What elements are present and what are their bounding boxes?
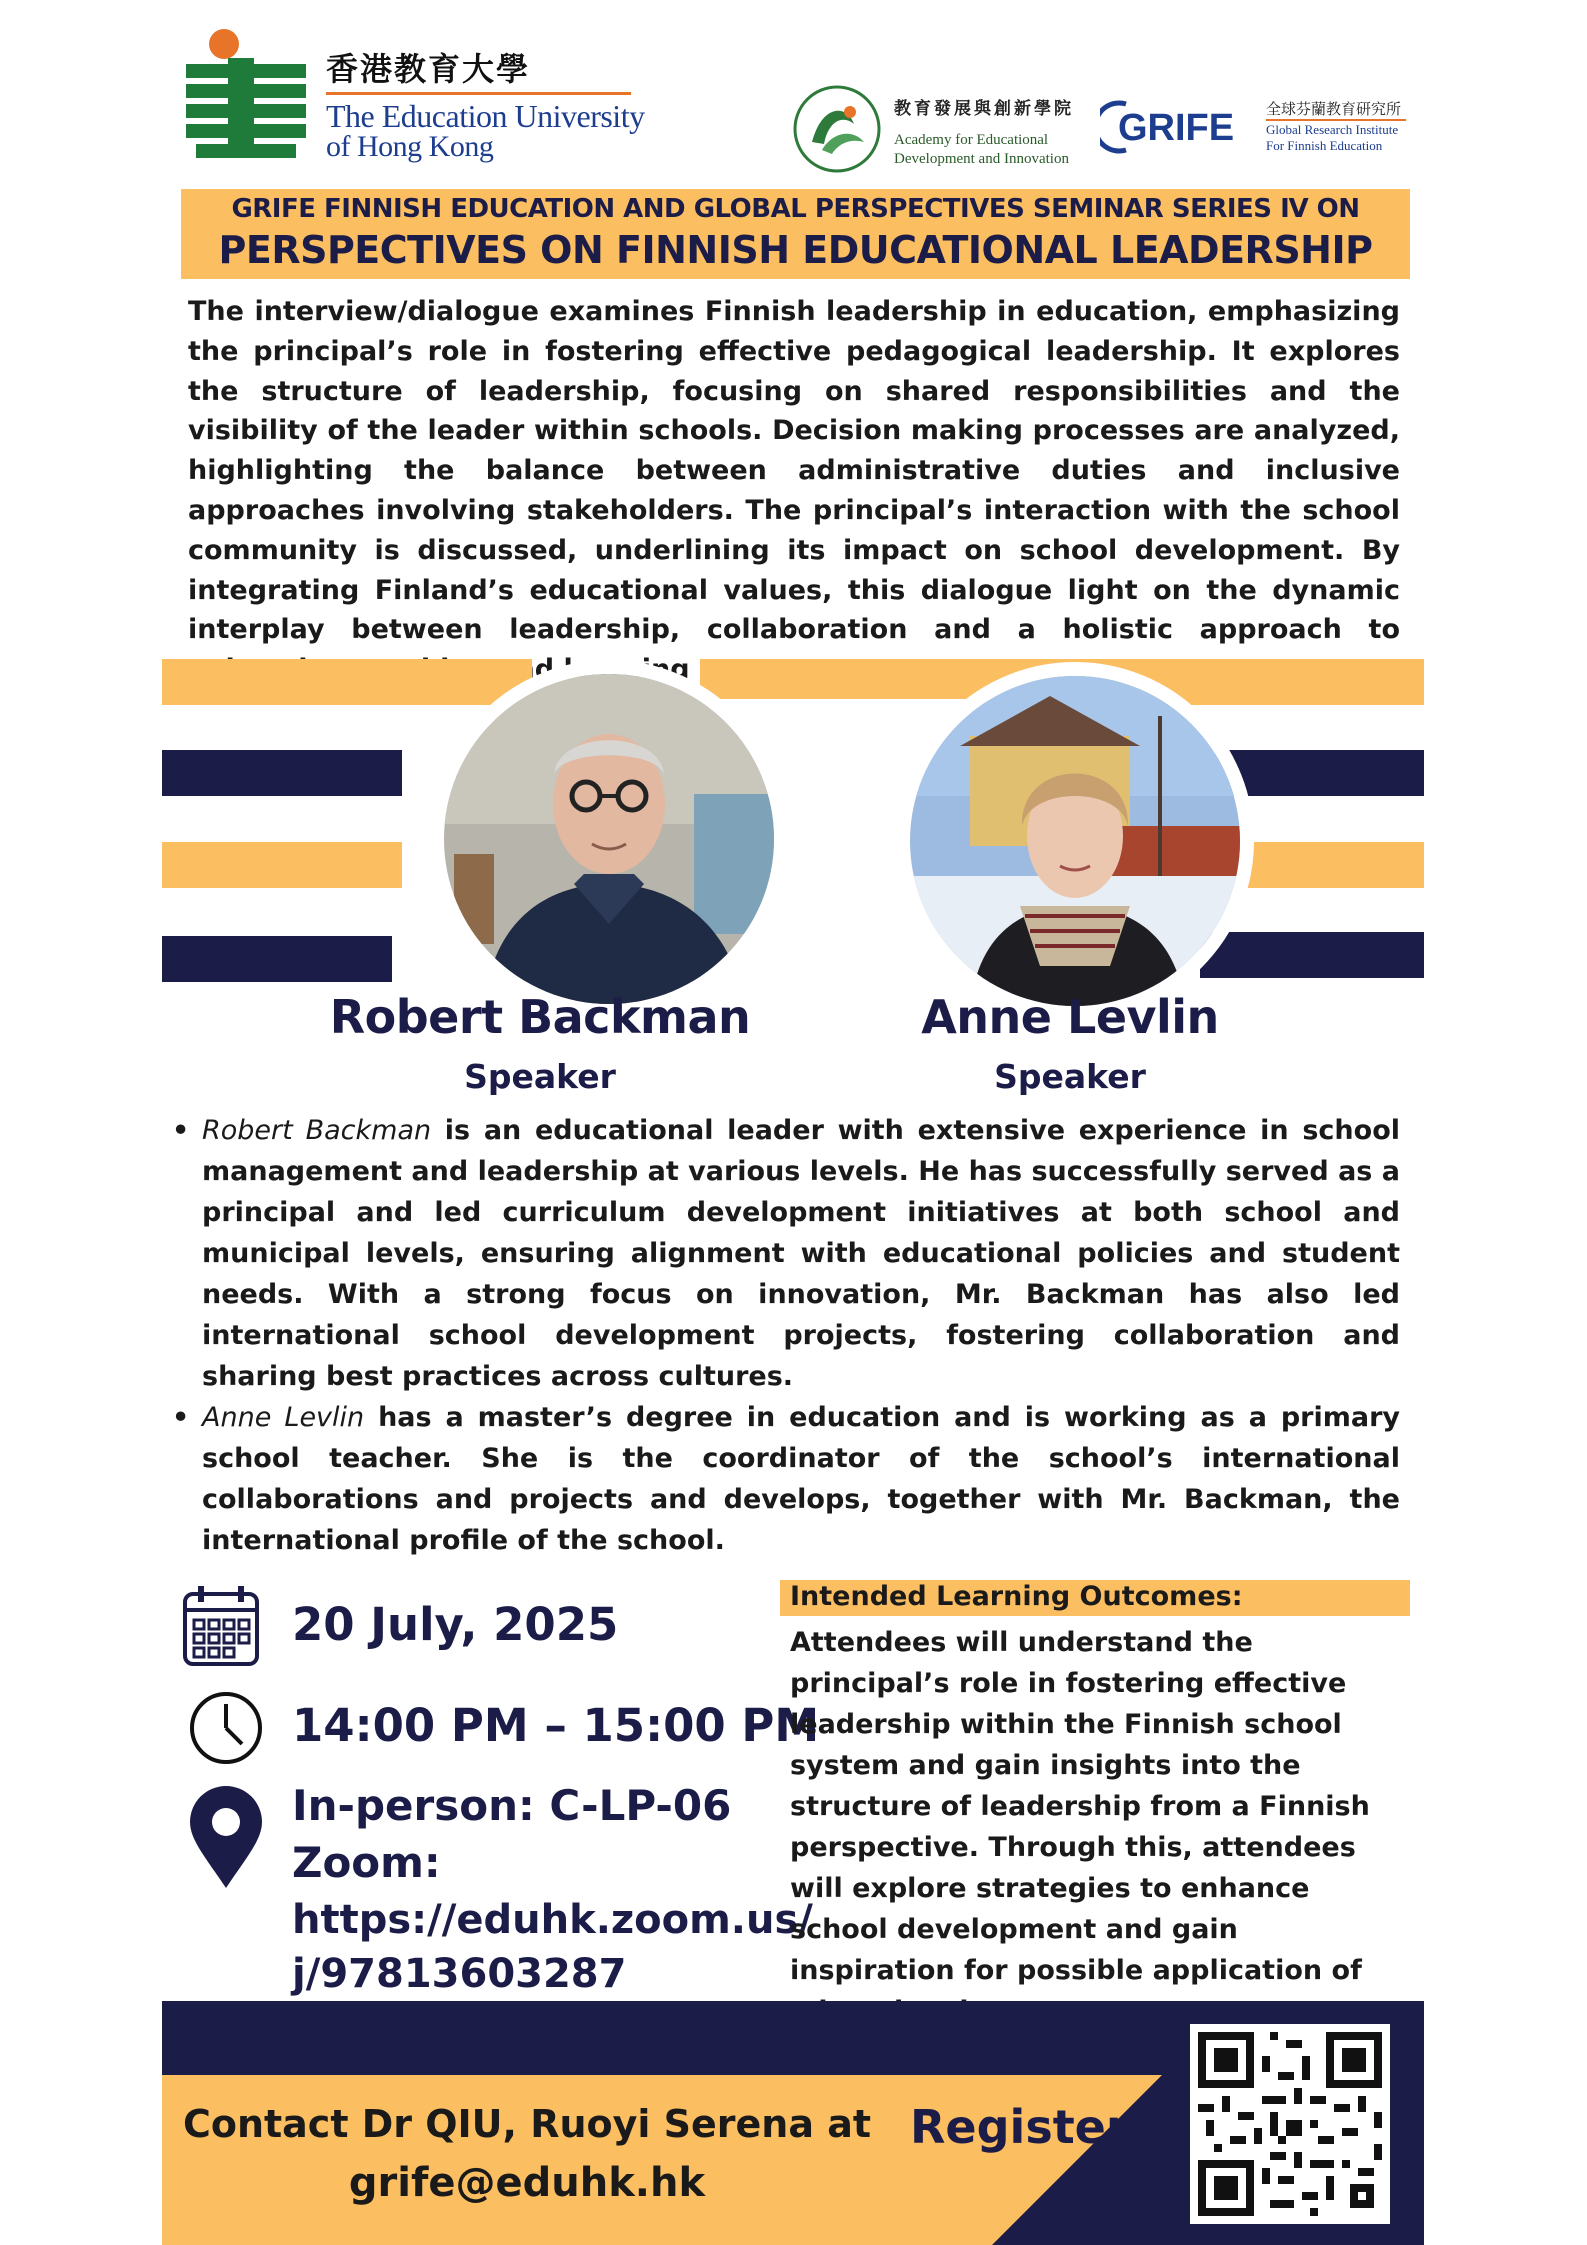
- learning-outcomes-text: Attendees will understand the principal’s role in fostering effective leadership within the Finnish school system and gain insights into the structure of leadership from a Finnish perspective. Through this, attendees will explore strategies to enhance school development and gain inspiration for possible application of: [790, 1627, 1370, 1986]
- speaker-name-robert-backman: Robert Backman: [329, 990, 751, 1044]
- grife-name-en-line1: Global Research Institute: [1266, 122, 1399, 137]
- stripe-navy: [1200, 932, 1424, 978]
- eduhk-name-zh: 香港教育大學: [326, 50, 531, 88]
- stripe-navy: [162, 750, 402, 796]
- speaker-bios: [172, 1110, 1400, 1561]
- aedi-name-zh: 教育發展與創新學院: [894, 99, 1074, 119]
- eduhk-name-en-line1: The Education University: [326, 98, 645, 134]
- bio-name: Anne Levlin: [202, 1402, 365, 1433]
- register-label[interactable]: Register: [910, 2100, 1129, 2154]
- bio-robert-backman: [172, 1110, 1400, 1397]
- speaker-role-robert-backman: Speaker: [464, 1057, 616, 1096]
- eduhk-logo: [186, 28, 306, 163]
- qr-code-icon[interactable]: [1190, 2024, 1390, 2224]
- eduhk-name-en-line2: of Hong Kong: [326, 130, 494, 163]
- aedi-name-en-line1: Academy for Educational: [894, 132, 1049, 148]
- bio-text: has a master’s degree in education and is working as a primary school teacher. She is the coordinator of the school’s international collaborations and projects and develops, together with Mr. Backman, the international profile of the school.: [202, 1402, 1400, 1556]
- stripe-navy: [162, 936, 392, 982]
- stripe-yellow: [162, 659, 532, 705]
- event-date: 20 July, 2025: [292, 1598, 619, 1651]
- aedi-logo: [792, 84, 882, 174]
- event-venue: In-person: C-LP-06: [292, 1781, 732, 1830]
- aedi-name-en-line2: Development and Innovation: [894, 151, 1069, 167]
- clock-icon: [188, 1690, 264, 1766]
- grife-name-zh: 全球芬蘭教育研究所: [1266, 100, 1402, 118]
- contact-email[interactable]: grife@eduhk.hk: [348, 2160, 706, 2206]
- grife-name-en-line2: For Finnish Education: [1266, 138, 1383, 153]
- grife-acronym: GRIFE: [1118, 107, 1235, 149]
- zoom-link-line1[interactable]: https://eduhk.zoom.us/: [292, 1897, 813, 1943]
- bio-name: Robert Backman: [202, 1115, 432, 1146]
- grife-divider: [1266, 119, 1406, 121]
- grife-logo: [1100, 96, 1260, 156]
- intro-paragraph: The interview/dialogue examines Finnish leadership in education, emphasizing the principal’s role in fostering effective pedagogical leadership. It explores the structure of leadership, focusing on shared responsibilities and the visibility of the leader within schools. Decision making processes are analyzed, highlighting the balance between administrative duties and inclusive approaches involving stakeholders. The principal’s interaction with the school community is discussed, underlining its impact on school development. By integrating Finland’s educational values, this dialogue light on the dynamic interplay between leadership, collaboration and a holistic approach to learning: [188, 296, 1400, 686]
- zoom-label: Zoom:: [292, 1838, 441, 1887]
- learning-outcomes-heading: Intended Learning Outcomes:: [790, 1581, 1243, 1612]
- calendar-icon: [182, 1584, 260, 1668]
- stripe-yellow: [162, 842, 402, 888]
- location-pin-icon: [186, 1784, 266, 1890]
- zoom-link-line2[interactable]: j/97813603287: [292, 1951, 627, 1997]
- seminar-series-title: GRIFE FINNISH EDUCATION AND GLOBAL PERSPECTIVES SEMINAR SERIES Ⅳ ON: [231, 194, 1360, 224]
- bio-text: is an educational leader with extensive experience in school management and leadership at various levels. He has successfully served as a principal and led curriculum development initiatives at both school and municipal levels, ensuring alignment with educational policies and student needs. With a strong focus on innovation, Mr. Backman has also led international school development projects, fostering collaboration and sharing best practices across cultures.: [202, 1115, 1401, 1392]
- seminar-topic-title: PERSPECTIVES ON FINNISH EDUCATIONAL LEADERSHIP: [218, 228, 1373, 272]
- eduhk-divider: [326, 92, 631, 95]
- zoom-link[interactable]: [292, 1893, 813, 2001]
- speaker-name-anne-levlin: Anne Levlin: [921, 990, 1219, 1044]
- bio-anne-levlin: [172, 1397, 1400, 1561]
- contact-line: Contact Dr QIU, Ruoyi Serena at: [182, 2102, 872, 2146]
- speaker-photo-anne-levlin: [896, 662, 1254, 1020]
- stripe-yellow: [1225, 842, 1424, 888]
- event-time: 14:00 PM – 15:00 PM: [292, 1699, 820, 1752]
- speaker-photo-robert-backman: [430, 660, 788, 1018]
- speaker-role-anne-levlin: Speaker: [994, 1057, 1146, 1096]
